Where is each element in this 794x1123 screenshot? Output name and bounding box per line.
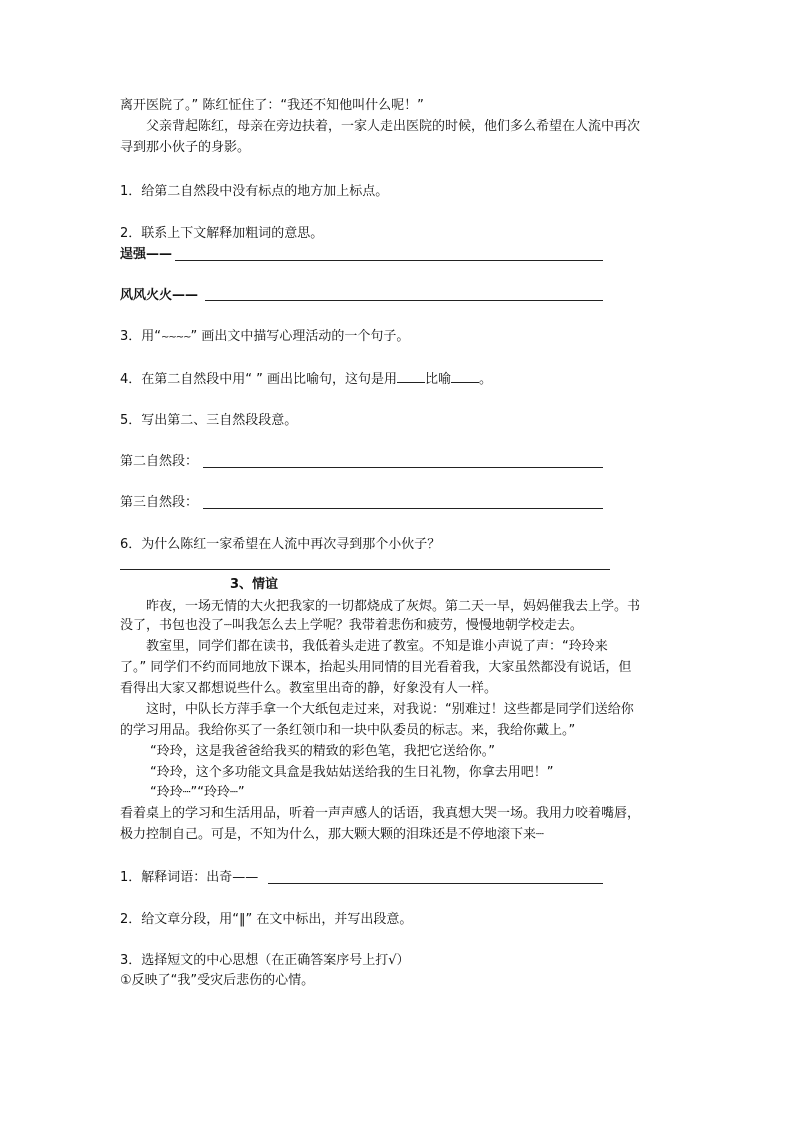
section-question-3: 3．选择短文的中心思想（在正确答案序号上打√）: [120, 953, 410, 968]
story-line: 极力控制自己。可是，不知为什么，那大颗大颗的泪珠还是不停地滚下来┈: [120, 827, 544, 842]
story-line: 的学习用品。我给你买了一条红领巾和一块中队委员的标志。来，我给你戴上。”: [120, 723, 576, 738]
answer-line[interactable]: [203, 508, 603, 509]
answer-line[interactable]: [175, 260, 603, 261]
answer-line[interactable]: [268, 883, 603, 884]
blank[interactable]: [397, 370, 425, 383]
wavy-line-mark: ~~~~: [161, 332, 191, 343]
story-line: 寻到那小伙子的身影。: [120, 140, 251, 155]
question-text: 比喻: [425, 372, 452, 387]
answer-option[interactable]: ①反映了“我”受灾后悲伤的心情。: [120, 973, 315, 988]
term-label: 逞强——: [120, 247, 173, 262]
story-line: 了。” 同学们不约而同地放下课本，抬起头用同情的目光看着我，大家虽然都没有说话，但: [120, 660, 632, 675]
question-1: 1．给第二自然段中没有标点的地方加上标点。: [120, 184, 389, 199]
section-question-2: 2．给文章分段，用“‖” 在文中标出，并写出段意。: [120, 912, 413, 927]
answer-line[interactable]: [205, 300, 603, 301]
answer-line[interactable]: [120, 569, 610, 570]
story-line: 昨夜，一场无情的大火把我家的一切都烧成了灰烬。第二天一早，妈妈催我去上学。书: [146, 599, 641, 614]
story-line: 没了，书包也没了┈叫我怎么去上学呢？我带着悲伤和疲劳，慢慢地朝学校走去。: [120, 618, 583, 633]
paragraph-label: 第二自然段：: [120, 454, 199, 469]
answer-line[interactable]: [203, 467, 603, 468]
question-text: 。: [479, 372, 493, 387]
paragraph-label: 第三自然段：: [120, 495, 199, 510]
question-3: [120, 328, 409, 347]
story-line: “玲玲，这是我爸爸给我买的精致的彩色笔，我把它送给你。”: [150, 744, 495, 759]
question-5: 5．写出第二、三自然段段意。: [120, 413, 298, 428]
story-line: 这时，中队长方萍手拿一个大纸包走过来，对我说：“别难过！这些都是同学们送给你: [146, 702, 634, 717]
story-line: 看得出大家又都想说些什么。教室里出奇的静，好象没有人一样。: [120, 681, 498, 696]
section-title: 3、情谊: [230, 577, 279, 592]
blank[interactable]: [451, 370, 479, 383]
question-6: 6．为什么陈红一家希望在人流中再次寻到那个小伙子？: [120, 537, 441, 552]
story-line: “玲玲┈”“玲玲┈”: [150, 785, 245, 800]
story-line: 看着桌上的学习和生活用品，听着一声声感人的话语，我真想大哭一场。我用力咬着嘴唇，: [120, 806, 641, 821]
question-text: 3．用“: [120, 329, 162, 344]
question-2: 2．联系上下文解释加粗词的意思。: [120, 226, 324, 241]
question-text: ” 画出文中描写心理活动的一个句子。: [190, 329, 410, 344]
section-question-1: 1．解释词语：出奇——: [120, 870, 259, 885]
term-label: 风风火火——: [120, 288, 199, 303]
story-line: 父亲背起陈红，母亲在旁边扶着，一家人走出医院的时候，他们多么希望在人流中再次: [146, 119, 641, 134]
story-line: 离开医院了。” 陈红怔住了：“我还不知他叫什么呢！”: [120, 98, 424, 113]
question-4: [120, 370, 492, 389]
question-text: 4．在第二自然段中用“ ” 画出比喻句，这句是用: [120, 372, 398, 387]
story-line: 教室里，同学们都在读书，我低着头走进了教室。不知是谁小声说了声：“玲玲来: [146, 639, 608, 654]
story-line: “玲玲，这个多功能文具盒是我姑姑送给我的生日礼物，你拿去用吧！”: [150, 765, 554, 780]
